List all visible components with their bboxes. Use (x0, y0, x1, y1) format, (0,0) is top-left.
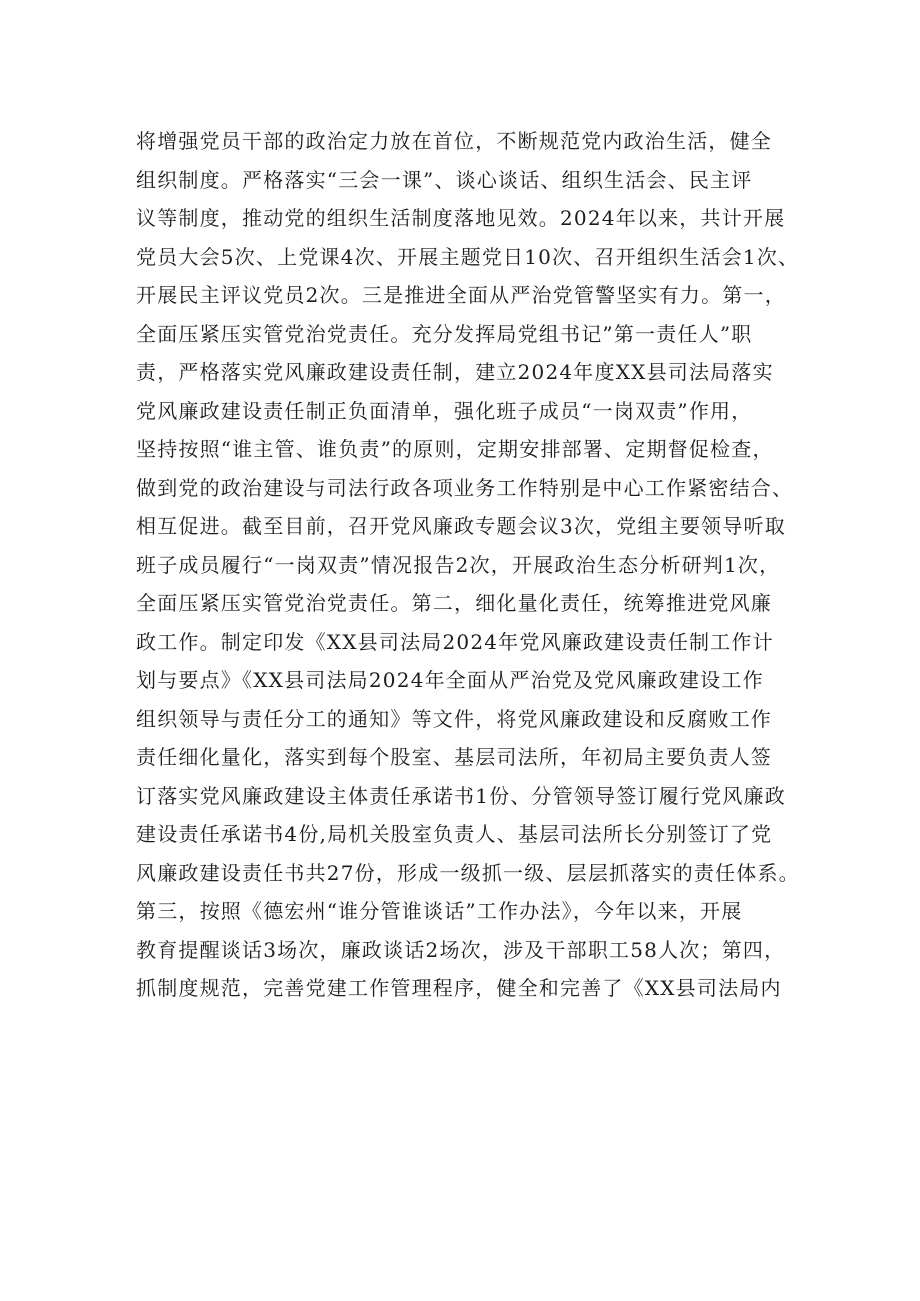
text-line: 相互促进。截至目前，召开党风廉政专题会议3次，党组主要领导听取 (136, 514, 786, 538)
text-line: 组织领导与责任分工的通知》等文件，将党风廉政建设和反腐败工作 (136, 706, 772, 731)
text-line: 教育提醒谈话3场次，廉政谈话2场次，涉及干部职工58人次；第四， (136, 937, 786, 962)
text-line: 坚持按照“谁主管、谁负责”的原则，定期安排部署、定期督促检查， (136, 437, 774, 461)
text-line: 责任细化量化，落实到每个股室、基层司法所，年初局主要负责人签 (136, 745, 772, 769)
text-line: 责，严格落实党风廉政建设责任制，建立2024年度XX县司法局落实 (136, 360, 774, 384)
text-line: 第三，按照《德宏州“谁分管谁谈话”工作办法》，今年以来，开展 (136, 899, 743, 923)
text-line: 班子成员履行“一岗双责”情况报告2次，开展政治生态分析研判1次， (136, 552, 781, 577)
text-line: 将增强党员干部的政治定力放在首位，不断规范党内政治生活，健全 (136, 129, 772, 153)
text-line: 风廉政建设责任书共27份，形成一级抓一级、层层抓落实的责任体系。 (136, 860, 800, 885)
text-line: 做到党的政治建设与司法行政各项业务工作特别是中心工作紧密结合、 (136, 475, 794, 500)
text-line: 全面压紧压实管党治党责任。充分发挥局党组书记”第一责任人”职 (136, 321, 753, 346)
text-line: 划与要点》《XX县司法局2024年全面从严治党及党风廉政建设工作 (136, 668, 764, 692)
text-line: 党员大会5次、上党课4次、开展主题党日10次、召开组织生活会1次、 (136, 244, 800, 269)
body-paragraph (136, 122, 806, 1008)
text-line: 组织制度。严格落实“三会一课”、谈心谈话、组织生活会、民主评 (136, 167, 753, 192)
text-line: 订落实党风廉政建设主体责任承诺书1份、分管领导签订履行党风廉政 (136, 783, 786, 808)
text-line: 开展民主评议党员2次。三是推进全面从严治党管警坚实有力。第一， (136, 283, 786, 307)
text-line: 党风廉政建设责任制正负面清单，强化班子成员“一岗双责”作用， (136, 398, 753, 423)
text-line: 抓制度规范，完善党建工作管理程序，健全和完善了《XX县司法局内 (136, 976, 782, 1000)
text-line: 全面压紧压实管党治党责任。第二，细化量化责任，统筹推进党风廉 (136, 591, 772, 615)
text-line: 建设责任承诺书4份,局机关股室负责人、基层司法所长分别签订了党 (136, 822, 773, 846)
text-line: 议等制度，推动党的组织生活制度落地见效。2024年以来，共计开展 (136, 206, 786, 230)
text-line: 政工作。制定印发《XX县司法局2024年党风廉政建设责任制工作计 (136, 629, 774, 654)
